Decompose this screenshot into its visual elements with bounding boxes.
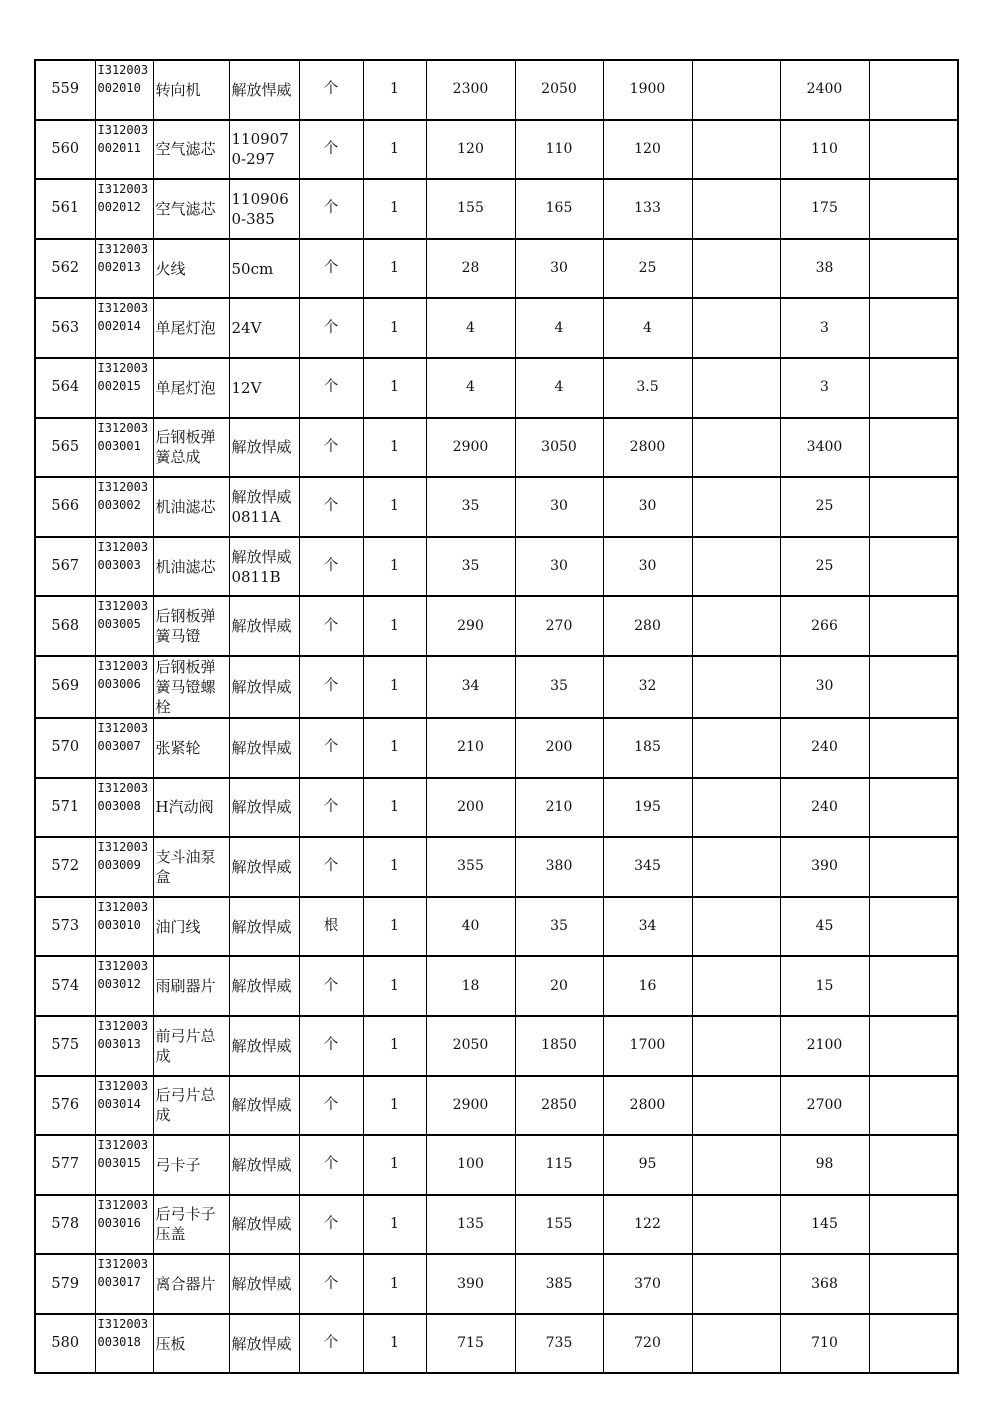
price-4-cell [692, 1195, 780, 1255]
item-code-cell: I312003002013 [95, 239, 153, 299]
note-cell [869, 298, 958, 358]
price-3-cell: 1700 [603, 1016, 692, 1076]
price-3-cell: 4 [603, 298, 692, 358]
item-name-cell: 后钢板弹簧马镫 [153, 596, 229, 656]
price-5-cell: 240 [780, 778, 869, 838]
note-cell [869, 179, 958, 239]
item-code-cell: I312003003009 [95, 837, 153, 897]
quantity-cell: 1 [363, 1135, 426, 1195]
item-code-cell: I312003003008 [95, 778, 153, 838]
price-1-cell: 28 [426, 239, 515, 299]
item-name-cell: 油门线 [153, 897, 229, 957]
row-number-cell: 578 [35, 1195, 95, 1255]
item-name-cell: 空气滤芯 [153, 120, 229, 180]
item-spec-cell: 解放悍威 [229, 60, 299, 120]
item-spec-cell: 解放悍威 [229, 956, 299, 1016]
table-row [35, 179, 958, 239]
table-row [35, 358, 958, 418]
quantity-cell: 1 [363, 1314, 426, 1374]
price-5-cell: 240 [780, 718, 869, 778]
price-3-cell: 185 [603, 718, 692, 778]
item-code-cell: I312003003015 [95, 1135, 153, 1195]
quantity-cell: 1 [363, 239, 426, 299]
row-number-cell: 569 [35, 656, 95, 718]
price-5-cell: 3400 [780, 418, 869, 478]
row-number-cell: 563 [35, 298, 95, 358]
row-number-cell: 570 [35, 718, 95, 778]
table-row [35, 120, 958, 180]
quantity-cell: 1 [363, 956, 426, 1016]
price-5-cell: 25 [780, 477, 869, 537]
note-cell [869, 120, 958, 180]
price-4-cell [692, 656, 780, 718]
item-name-cell: 雨刷器片 [153, 956, 229, 1016]
price-1-cell: 715 [426, 1314, 515, 1374]
unit-cell: 个 [299, 837, 363, 897]
unit-cell: 个 [299, 120, 363, 180]
price-4-cell [692, 537, 780, 597]
unit-cell: 个 [299, 718, 363, 778]
price-2-cell: 4 [515, 358, 603, 418]
table-row [35, 596, 958, 656]
note-cell [869, 418, 958, 478]
row-number-cell: 568 [35, 596, 95, 656]
table-row [35, 1135, 958, 1195]
price-2-cell: 200 [515, 718, 603, 778]
item-code-cell: I312003003002 [95, 477, 153, 537]
table-row [35, 477, 958, 537]
price-1-cell: 40 [426, 897, 515, 957]
price-2-cell: 30 [515, 537, 603, 597]
unit-cell: 个 [299, 358, 363, 418]
price-2-cell: 115 [515, 1135, 603, 1195]
price-4-cell [692, 837, 780, 897]
price-4-cell [692, 897, 780, 957]
price-4-cell [692, 956, 780, 1016]
price-4-cell [692, 596, 780, 656]
price-3-cell: 95 [603, 1135, 692, 1195]
price-1-cell: 34 [426, 656, 515, 718]
item-spec-cell: 解放悍威 [229, 596, 299, 656]
item-name-cell: 支斗油泵盒 [153, 837, 229, 897]
table-body [35, 60, 958, 1373]
item-spec-cell: 1109060-385 [229, 179, 299, 239]
table-row [35, 656, 958, 718]
price-1-cell: 210 [426, 718, 515, 778]
note-cell [869, 477, 958, 537]
price-1-cell: 4 [426, 298, 515, 358]
item-spec-cell: 1109070-297 [229, 120, 299, 180]
item-spec-cell: 解放悍威 [229, 778, 299, 838]
price-3-cell: 25 [603, 239, 692, 299]
unit-cell: 个 [299, 477, 363, 537]
item-code-cell: I312003003013 [95, 1016, 153, 1076]
price-3-cell: 122 [603, 1195, 692, 1255]
unit-cell: 个 [299, 298, 363, 358]
price-3-cell: 345 [603, 837, 692, 897]
row-number-cell: 571 [35, 778, 95, 838]
note-cell [869, 1135, 958, 1195]
price-3-cell: 370 [603, 1254, 692, 1314]
price-5-cell: 2400 [780, 60, 869, 120]
price-2-cell: 2050 [515, 60, 603, 120]
table-row [35, 718, 958, 778]
note-cell [869, 596, 958, 656]
row-number-cell: 566 [35, 477, 95, 537]
item-name-cell: 张紧轮 [153, 718, 229, 778]
price-5-cell: 145 [780, 1195, 869, 1255]
item-name-cell: 火线 [153, 239, 229, 299]
item-code-cell: I312003003018 [95, 1314, 153, 1374]
price-2-cell: 2850 [515, 1076, 603, 1136]
item-code-cell: I312003003016 [95, 1195, 153, 1255]
price-5-cell: 30 [780, 656, 869, 718]
quantity-cell: 1 [363, 120, 426, 180]
price-5-cell: 15 [780, 956, 869, 1016]
table-row [35, 897, 958, 957]
item-code-cell: I312003003007 [95, 718, 153, 778]
item-name-cell: 后钢板弹簧马镫螺栓 [153, 656, 229, 718]
unit-cell: 个 [299, 778, 363, 838]
item-name-cell: 弓卡子 [153, 1135, 229, 1195]
price-3-cell: 720 [603, 1314, 692, 1374]
price-1-cell: 2050 [426, 1016, 515, 1076]
item-name-cell: 后弓片总成 [153, 1076, 229, 1136]
item-name-cell: H汽动阀 [153, 778, 229, 838]
item-spec-cell: 解放悍威 [229, 897, 299, 957]
quantity-cell: 1 [363, 778, 426, 838]
price-2-cell: 1850 [515, 1016, 603, 1076]
note-cell [869, 1016, 958, 1076]
price-5-cell: 2100 [780, 1016, 869, 1076]
item-code-cell: I312003003012 [95, 956, 153, 1016]
item-spec-cell: 50cm [229, 239, 299, 299]
price-1-cell: 200 [426, 778, 515, 838]
price-5-cell: 266 [780, 596, 869, 656]
row-number-cell: 567 [35, 537, 95, 597]
item-spec-cell: 解放悍威 [229, 656, 299, 718]
item-code-cell: I312003002014 [95, 298, 153, 358]
table-row [35, 60, 958, 120]
item-spec-cell: 解放悍威 [229, 837, 299, 897]
price-2-cell: 380 [515, 837, 603, 897]
item-spec-cell: 12V [229, 358, 299, 418]
item-code-cell: I312003003010 [95, 897, 153, 957]
table-row [35, 1195, 958, 1255]
price-2-cell: 30 [515, 477, 603, 537]
note-cell [869, 60, 958, 120]
item-code-cell: I312003003006 [95, 656, 153, 718]
price-1-cell: 35 [426, 477, 515, 537]
price-4-cell [692, 1135, 780, 1195]
item-name-cell: 转向机 [153, 60, 229, 120]
price-4-cell [692, 418, 780, 478]
price-1-cell: 2900 [426, 1076, 515, 1136]
item-name-cell: 单尾灯泡 [153, 298, 229, 358]
table-row [35, 837, 958, 897]
price-5-cell: 110 [780, 120, 869, 180]
table-row [35, 1254, 958, 1314]
quantity-cell: 1 [363, 418, 426, 478]
quantity-cell: 1 [363, 537, 426, 597]
price-2-cell: 30 [515, 239, 603, 299]
unit-cell: 个 [299, 656, 363, 718]
row-number-cell: 562 [35, 239, 95, 299]
row-number-cell: 580 [35, 1314, 95, 1374]
unit-cell: 个 [299, 179, 363, 239]
item-name-cell: 压板 [153, 1314, 229, 1374]
item-code-cell: I312003003001 [95, 418, 153, 478]
price-3-cell: 1900 [603, 60, 692, 120]
price-3-cell: 32 [603, 656, 692, 718]
table-row [35, 778, 958, 838]
quantity-cell: 1 [363, 596, 426, 656]
item-code-cell: I312003002010 [95, 60, 153, 120]
price-3-cell: 34 [603, 897, 692, 957]
price-4-cell [692, 778, 780, 838]
row-number-cell: 560 [35, 120, 95, 180]
quantity-cell: 1 [363, 897, 426, 957]
item-name-cell: 机油滤芯 [153, 477, 229, 537]
price-1-cell: 35 [426, 537, 515, 597]
price-1-cell: 100 [426, 1135, 515, 1195]
unit-cell: 个 [299, 1076, 363, 1136]
note-cell [869, 656, 958, 718]
row-number-cell: 577 [35, 1135, 95, 1195]
price-1-cell: 2300 [426, 60, 515, 120]
item-code-cell: I312003003005 [95, 596, 153, 656]
price-2-cell: 270 [515, 596, 603, 656]
item-name-cell: 空气滤芯 [153, 179, 229, 239]
note-cell [869, 1254, 958, 1314]
price-5-cell: 38 [780, 239, 869, 299]
table-row [35, 418, 958, 478]
price-4-cell [692, 1016, 780, 1076]
row-number-cell: 572 [35, 837, 95, 897]
price-1-cell: 135 [426, 1195, 515, 1255]
price-1-cell: 290 [426, 596, 515, 656]
quantity-cell: 1 [363, 656, 426, 718]
note-cell [869, 1314, 958, 1374]
item-spec-cell: 解放悍威 [229, 1314, 299, 1374]
row-number-cell: 575 [35, 1016, 95, 1076]
table-row [35, 1016, 958, 1076]
price-1-cell: 155 [426, 179, 515, 239]
quantity-cell: 1 [363, 1016, 426, 1076]
price-5-cell: 45 [780, 897, 869, 957]
price-3-cell: 120 [603, 120, 692, 180]
item-code-cell: I312003002015 [95, 358, 153, 418]
quantity-cell: 1 [363, 718, 426, 778]
row-number-cell: 565 [35, 418, 95, 478]
price-4-cell [692, 120, 780, 180]
price-1-cell: 390 [426, 1254, 515, 1314]
price-4-cell [692, 179, 780, 239]
quantity-cell: 1 [363, 1195, 426, 1255]
item-code-cell: I312003002012 [95, 179, 153, 239]
price-3-cell: 280 [603, 596, 692, 656]
quantity-cell: 1 [363, 837, 426, 897]
note-cell [869, 239, 958, 299]
unit-cell: 个 [299, 1314, 363, 1374]
price-2-cell: 110 [515, 120, 603, 180]
price-3-cell: 195 [603, 778, 692, 838]
price-1-cell: 18 [426, 956, 515, 1016]
price-1-cell: 355 [426, 837, 515, 897]
price-2-cell: 3050 [515, 418, 603, 478]
price-5-cell: 3 [780, 298, 869, 358]
row-number-cell: 573 [35, 897, 95, 957]
unit-cell: 根 [299, 897, 363, 957]
price-2-cell: 20 [515, 956, 603, 1016]
item-spec-cell: 解放悍威 [229, 418, 299, 478]
unit-cell: 个 [299, 596, 363, 656]
note-cell [869, 897, 958, 957]
unit-cell: 个 [299, 1195, 363, 1255]
price-4-cell [692, 1254, 780, 1314]
table-row [35, 956, 958, 1016]
quantity-cell: 1 [363, 60, 426, 120]
unit-cell: 个 [299, 956, 363, 1016]
price-3-cell: 30 [603, 477, 692, 537]
table-row [35, 1076, 958, 1136]
price-2-cell: 210 [515, 778, 603, 838]
unit-cell: 个 [299, 239, 363, 299]
quantity-cell: 1 [363, 179, 426, 239]
price-2-cell: 4 [515, 298, 603, 358]
note-cell [869, 358, 958, 418]
price-2-cell: 35 [515, 897, 603, 957]
price-table [34, 59, 959, 1374]
price-2-cell: 735 [515, 1314, 603, 1374]
item-spec-cell: 解放悍威 [229, 718, 299, 778]
item-code-cell: I312003003017 [95, 1254, 153, 1314]
price-3-cell: 30 [603, 537, 692, 597]
unit-cell: 个 [299, 60, 363, 120]
unit-cell: 个 [299, 1135, 363, 1195]
note-cell [869, 537, 958, 597]
price-4-cell [692, 477, 780, 537]
note-cell [869, 956, 958, 1016]
price-4-cell [692, 60, 780, 120]
row-number-cell: 559 [35, 60, 95, 120]
price-1-cell: 120 [426, 120, 515, 180]
table-row [35, 298, 958, 358]
item-spec-cell: 解放悍威0811B [229, 537, 299, 597]
table-row [35, 1314, 958, 1374]
price-2-cell: 385 [515, 1254, 603, 1314]
price-1-cell: 2900 [426, 418, 515, 478]
table-row [35, 537, 958, 597]
note-cell [869, 837, 958, 897]
quantity-cell: 1 [363, 477, 426, 537]
quantity-cell: 1 [363, 298, 426, 358]
unit-cell: 个 [299, 1254, 363, 1314]
item-name-cell: 前弓片总成 [153, 1016, 229, 1076]
price-3-cell: 2800 [603, 1076, 692, 1136]
item-spec-cell: 解放悍威 [229, 1254, 299, 1314]
quantity-cell: 1 [363, 1254, 426, 1314]
quantity-cell: 1 [363, 358, 426, 418]
row-number-cell: 574 [35, 956, 95, 1016]
price-5-cell: 710 [780, 1314, 869, 1374]
unit-cell: 个 [299, 1016, 363, 1076]
item-spec-cell: 24V [229, 298, 299, 358]
item-name-cell: 机油滤芯 [153, 537, 229, 597]
item-name-cell: 后钢板弹簧总成 [153, 418, 229, 478]
note-cell [869, 1076, 958, 1136]
price-4-cell [692, 358, 780, 418]
price-3-cell: 2800 [603, 418, 692, 478]
price-2-cell: 155 [515, 1195, 603, 1255]
price-3-cell: 16 [603, 956, 692, 1016]
note-cell [869, 718, 958, 778]
price-5-cell: 98 [780, 1135, 869, 1195]
price-3-cell: 3.5 [603, 358, 692, 418]
price-4-cell [692, 1076, 780, 1136]
note-cell [869, 1195, 958, 1255]
item-spec-cell: 解放悍威 [229, 1195, 299, 1255]
item-code-cell: I312003003003 [95, 537, 153, 597]
row-number-cell: 561 [35, 179, 95, 239]
price-2-cell: 35 [515, 656, 603, 718]
price-1-cell: 4 [426, 358, 515, 418]
price-4-cell [692, 298, 780, 358]
unit-cell: 个 [299, 537, 363, 597]
price-3-cell: 133 [603, 179, 692, 239]
item-spec-cell: 解放悍威 [229, 1016, 299, 1076]
item-spec-cell: 解放悍威 [229, 1076, 299, 1136]
price-5-cell: 2700 [780, 1076, 869, 1136]
price-5-cell: 3 [780, 358, 869, 418]
item-name-cell: 单尾灯泡 [153, 358, 229, 418]
item-name-cell: 后弓卡子压盖 [153, 1195, 229, 1255]
price-5-cell: 390 [780, 837, 869, 897]
price-2-cell: 165 [515, 179, 603, 239]
price-5-cell: 25 [780, 537, 869, 597]
item-spec-cell: 解放悍威 [229, 1135, 299, 1195]
note-cell [869, 778, 958, 838]
item-spec-cell: 解放悍威0811A [229, 477, 299, 537]
price-4-cell [692, 718, 780, 778]
item-code-cell: I312003002011 [95, 120, 153, 180]
quantity-cell: 1 [363, 1076, 426, 1136]
price-4-cell [692, 1314, 780, 1374]
price-5-cell: 175 [780, 179, 869, 239]
item-code-cell: I312003003014 [95, 1076, 153, 1136]
row-number-cell: 579 [35, 1254, 95, 1314]
row-number-cell: 564 [35, 358, 95, 418]
item-name-cell: 离合器片 [153, 1254, 229, 1314]
price-5-cell: 368 [780, 1254, 869, 1314]
unit-cell: 个 [299, 418, 363, 478]
table-row [35, 239, 958, 299]
price-4-cell [692, 239, 780, 299]
row-number-cell: 576 [35, 1076, 95, 1136]
